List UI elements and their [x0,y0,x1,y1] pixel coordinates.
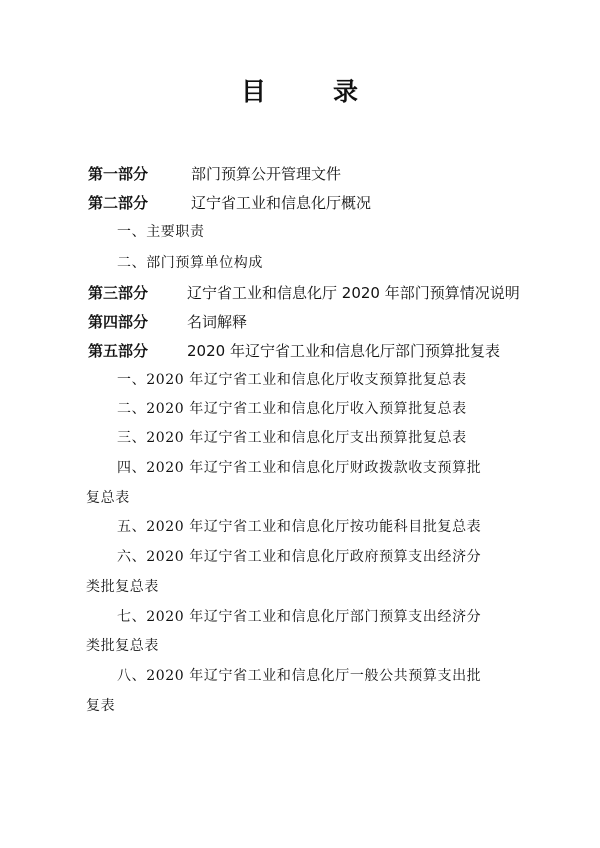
part-title: 辽宁省工业和信息化厅概况 [191,194,372,212]
part-label: 第二部分 [88,194,149,212]
title-char-1: 目 [241,77,267,106]
part-title: 部门预算公开管理文件 [191,165,342,183]
toc-item: 三、2020 年辽宁省工业和信息化厅支出预算批复总表 [117,430,467,446]
title-char-2: 录 [333,77,359,106]
toc-item: 一、主要职责 [117,224,205,240]
toc-item: 五、2020 年辽宁省工业和信息化厅按功能科目批复总表 [117,519,482,535]
toc-item-continued: 复表 [86,698,116,714]
toc-item: 一、2020 年辽宁省工业和信息化厅收支预算批复总表 [117,372,467,388]
part-title: 辽宁省工业和信息化厅 2020 年部门预算情况说明 [187,284,520,302]
toc-item: 七、2020 年辽宁省工业和信息化厅部门预算支出经济分 [117,609,482,625]
part-title: 2020 年辽宁省工业和信息化厅部门预算批复表 [187,342,500,360]
part-label: 第三部分 [88,284,149,302]
part-label: 第一部分 [88,165,149,183]
part-label: 第四部分 [88,313,149,331]
toc-item: 二、部门预算单位构成 [117,255,263,271]
toc-item: 八、2020 年辽宁省工业和信息化厅一般公共预算支出批 [117,668,482,684]
toc-item-continued: 类批复总表 [86,638,159,654]
page-title [0,72,600,112]
part-title: 名词解释 [187,313,248,331]
toc-item: 四、2020 年辽宁省工业和信息化厅财政拨款收支预算批 [117,460,482,476]
toc-item-continued: 类批复总表 [86,579,159,595]
toc-item: 二、2020 年辽宁省工业和信息化厅收入预算批复总表 [117,401,467,417]
part-label: 第五部分 [88,342,149,360]
toc-item: 六、2020 年辽宁省工业和信息化厅政府预算支出经济分 [117,549,482,565]
toc-item-continued: 复总表 [86,490,130,506]
